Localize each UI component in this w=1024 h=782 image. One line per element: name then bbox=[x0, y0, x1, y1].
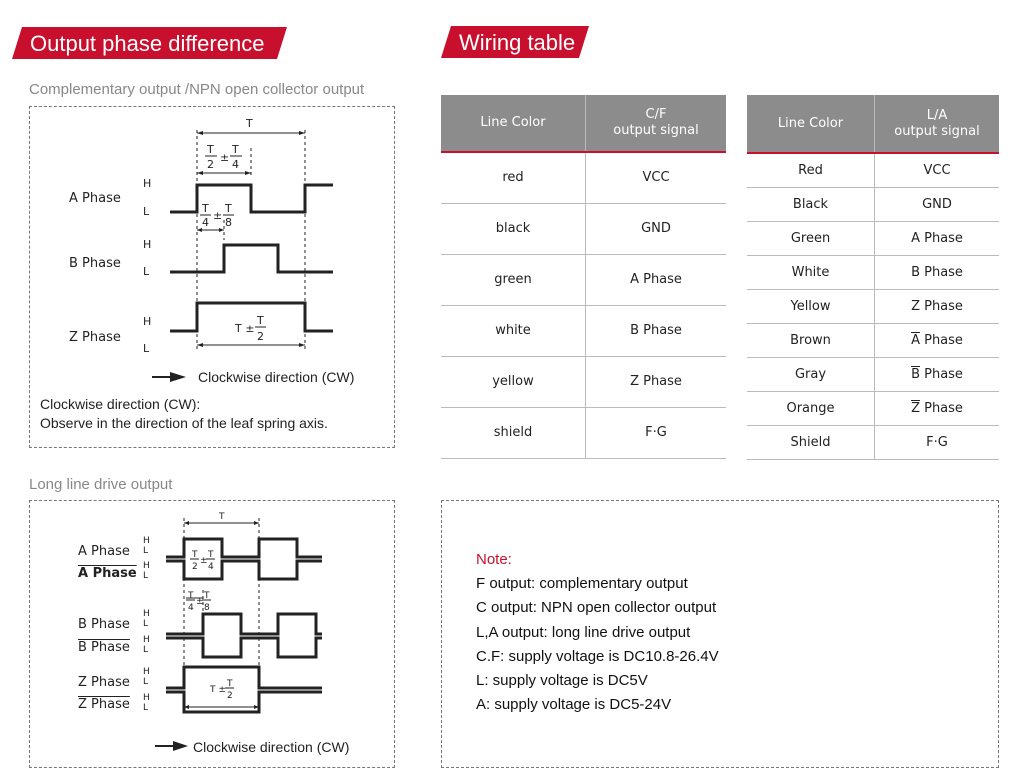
output-phase-heading-text: Output phase difference bbox=[30, 31, 265, 56]
cf-signal-cell: GND bbox=[586, 203, 727, 254]
table-row bbox=[441, 254, 726, 305]
ll-bbar-high: H bbox=[143, 635, 150, 645]
ll-b-phase-label: B Phase bbox=[78, 617, 130, 632]
note-line: C.F: supply voltage is DC10.8-26.4V bbox=[476, 647, 719, 665]
cf-signal-cell: VCC bbox=[586, 152, 727, 203]
table-row bbox=[747, 323, 999, 357]
svg-text:T: T bbox=[204, 591, 210, 601]
phase-suffix: Phase bbox=[919, 332, 963, 348]
cf-signal-cell: Z Phase bbox=[586, 356, 727, 407]
cf-color-cell: black bbox=[441, 203, 586, 254]
table-row bbox=[747, 153, 999, 187]
ll-b-high: H bbox=[143, 609, 150, 619]
svg-text:4: 4 bbox=[208, 562, 214, 572]
la-signal-cell bbox=[875, 391, 1000, 425]
overline-letter: $\overline{B}$ bbox=[911, 366, 920, 382]
table-row bbox=[747, 221, 999, 255]
ll-a-phase-label: A Phase bbox=[78, 544, 130, 559]
la-color-cell: Orange bbox=[747, 391, 875, 425]
svg-text:2: 2 bbox=[257, 330, 264, 343]
cf-color-cell: yellow bbox=[441, 356, 586, 407]
note-title: Note: bbox=[476, 551, 512, 568]
la-signal-cell: B Phase bbox=[875, 255, 1000, 289]
table-row bbox=[441, 152, 726, 203]
svg-text:2: 2 bbox=[227, 691, 233, 701]
svg-text:T: T bbox=[225, 202, 232, 215]
la-color-cell: Green bbox=[747, 221, 875, 255]
svg-text:±: ± bbox=[213, 209, 223, 222]
ll-zbar-high: H bbox=[143, 693, 150, 703]
cf-header-code: C/F bbox=[645, 107, 667, 122]
cf-color-cell: white bbox=[441, 305, 586, 356]
ll-z-high: H bbox=[143, 667, 150, 677]
la-header-output bbox=[875, 95, 1000, 153]
svg-text:±: ± bbox=[220, 151, 230, 164]
la-signal-cell: F·G bbox=[875, 425, 1000, 459]
table-row bbox=[747, 425, 999, 459]
table-row bbox=[747, 357, 999, 391]
ll-a-low: L bbox=[143, 546, 149, 556]
a-phase-label: A Phase bbox=[69, 191, 121, 206]
la-color-cell: Gray bbox=[747, 357, 875, 391]
la-signal-cell: VCC bbox=[875, 153, 1000, 187]
phase-suffix: Phase bbox=[919, 400, 963, 416]
a-high-label: H bbox=[143, 177, 152, 190]
la-color-cell: White bbox=[747, 255, 875, 289]
phase-suffix: Phase bbox=[919, 366, 963, 382]
table-row bbox=[441, 407, 726, 458]
svg-text:T: T bbox=[208, 550, 214, 560]
b-high-label: H bbox=[143, 238, 152, 251]
table-row bbox=[441, 305, 726, 356]
svg-text:T: T bbox=[207, 143, 214, 156]
b-low-label: L bbox=[143, 265, 150, 278]
note-line: A: supply voltage is DC5-24V bbox=[476, 696, 672, 714]
la-signal-cell: GND bbox=[875, 187, 1000, 221]
ll-z-phase-label: Z Phase bbox=[78, 675, 130, 690]
la-color-cell: Shield bbox=[747, 425, 875, 459]
svg-text:4: 4 bbox=[202, 216, 209, 229]
cf-color-cell: shield bbox=[441, 407, 586, 458]
period-label-t: T bbox=[246, 117, 253, 130]
overline-letter: $\overline{A}$ bbox=[911, 332, 920, 348]
table-row bbox=[441, 203, 726, 254]
z-low-label: L bbox=[143, 342, 150, 355]
table-row bbox=[747, 289, 999, 323]
svg-text:T: T bbox=[257, 314, 264, 327]
la-signal-cell bbox=[875, 323, 1000, 357]
table-row bbox=[441, 356, 726, 407]
svg-text:T: T bbox=[232, 143, 239, 156]
cf-color-cell: green bbox=[441, 254, 586, 305]
cf-header-line-color: Line Color bbox=[441, 95, 586, 152]
svg-text:±: ± bbox=[196, 597, 204, 607]
ll-abar-low: L bbox=[143, 571, 149, 581]
svg-text:8: 8 bbox=[204, 603, 210, 613]
cf-color-cell: red bbox=[441, 152, 586, 203]
ll-b-phase-bar-label: B Phase bbox=[78, 640, 130, 655]
svg-text:2: 2 bbox=[192, 562, 198, 572]
la-color-cell: Black bbox=[747, 187, 875, 221]
wiring-table-heading-text: Wiring table bbox=[459, 30, 576, 55]
la-signal-cell: Z Phase bbox=[875, 289, 1000, 323]
cw-caption-line2: Observe in the direction of the leaf spring axis. bbox=[40, 415, 328, 431]
cf-signal-cell: B Phase bbox=[586, 305, 727, 356]
ll-zbar-low: L bbox=[143, 703, 149, 713]
la-color-cell: Brown bbox=[747, 323, 875, 357]
cw-arrow-label: Clockwise direction (CW) bbox=[198, 369, 355, 385]
cw-caption-line1: Clockwise direction (CW): bbox=[40, 396, 201, 412]
cf-signal-cell: F·G bbox=[586, 407, 727, 458]
la-header-line-color: Line Color bbox=[747, 95, 875, 153]
a-low-label: L bbox=[143, 205, 150, 218]
overline-letter: $\overline{Z}$ bbox=[911, 400, 920, 416]
ll-period-label-t: T bbox=[219, 512, 225, 522]
svg-text:±: ± bbox=[200, 556, 208, 566]
note-line: F output: complementary output bbox=[476, 575, 688, 593]
wiring-table-cf bbox=[441, 95, 726, 459]
ll-a-phase-bar-label: A Phase bbox=[78, 566, 137, 581]
svg-text:4: 4 bbox=[188, 603, 194, 613]
svg-text:2: 2 bbox=[207, 158, 214, 171]
ll-a-high: H bbox=[143, 536, 150, 546]
ll-z-phase-bar-label: Z Phase bbox=[78, 697, 130, 712]
svg-text:4: 4 bbox=[232, 158, 239, 171]
table-row bbox=[747, 391, 999, 425]
long-line-subtitle: Long line drive output bbox=[29, 476, 173, 493]
cf-header-output bbox=[586, 95, 727, 152]
ll-b-low: L bbox=[143, 619, 149, 629]
ll-abar-high: H bbox=[143, 561, 150, 571]
cf-header-signal: output signal bbox=[613, 123, 699, 138]
svg-text:T: T bbox=[202, 202, 209, 215]
wiring-table-la bbox=[747, 95, 999, 460]
note-line: C output: NPN open collector output bbox=[476, 599, 717, 617]
table-row bbox=[747, 255, 999, 289]
table-row bbox=[747, 187, 999, 221]
svg-text:T ±: T ± bbox=[235, 322, 255, 335]
ll-cw-arrow-label: Clockwise direction (CW) bbox=[193, 739, 350, 755]
ll-z-low: L bbox=[143, 677, 149, 687]
la-header-signal: output signal bbox=[894, 123, 980, 139]
z-phase-label: Z Phase bbox=[69, 330, 121, 345]
svg-text:8: 8 bbox=[225, 216, 232, 229]
ll-bbar-low: L bbox=[143, 645, 149, 655]
svg-text:T: T bbox=[227, 679, 233, 689]
svg-text:T ±: T ± bbox=[210, 685, 226, 695]
cf-signal-cell: A Phase bbox=[586, 254, 727, 305]
z-high-label: H bbox=[143, 315, 152, 328]
note-block bbox=[476, 548, 719, 717]
la-signal-cell bbox=[875, 357, 1000, 391]
b-phase-label: B Phase bbox=[69, 256, 121, 271]
note-line: L,A output: long line drive output bbox=[476, 623, 691, 641]
svg-text:T: T bbox=[192, 550, 198, 560]
la-color-cell: Red bbox=[747, 153, 875, 187]
la-signal-cell: A Phase bbox=[875, 221, 1000, 255]
note-line: L: supply voltage is DC5V bbox=[476, 672, 648, 690]
complementary-subtitle: Complementary output /NPN open collector output bbox=[29, 81, 365, 98]
svg-text:T: T bbox=[188, 591, 194, 601]
la-color-cell: Yellow bbox=[747, 289, 875, 323]
la-header-code: L/A bbox=[926, 107, 948, 123]
